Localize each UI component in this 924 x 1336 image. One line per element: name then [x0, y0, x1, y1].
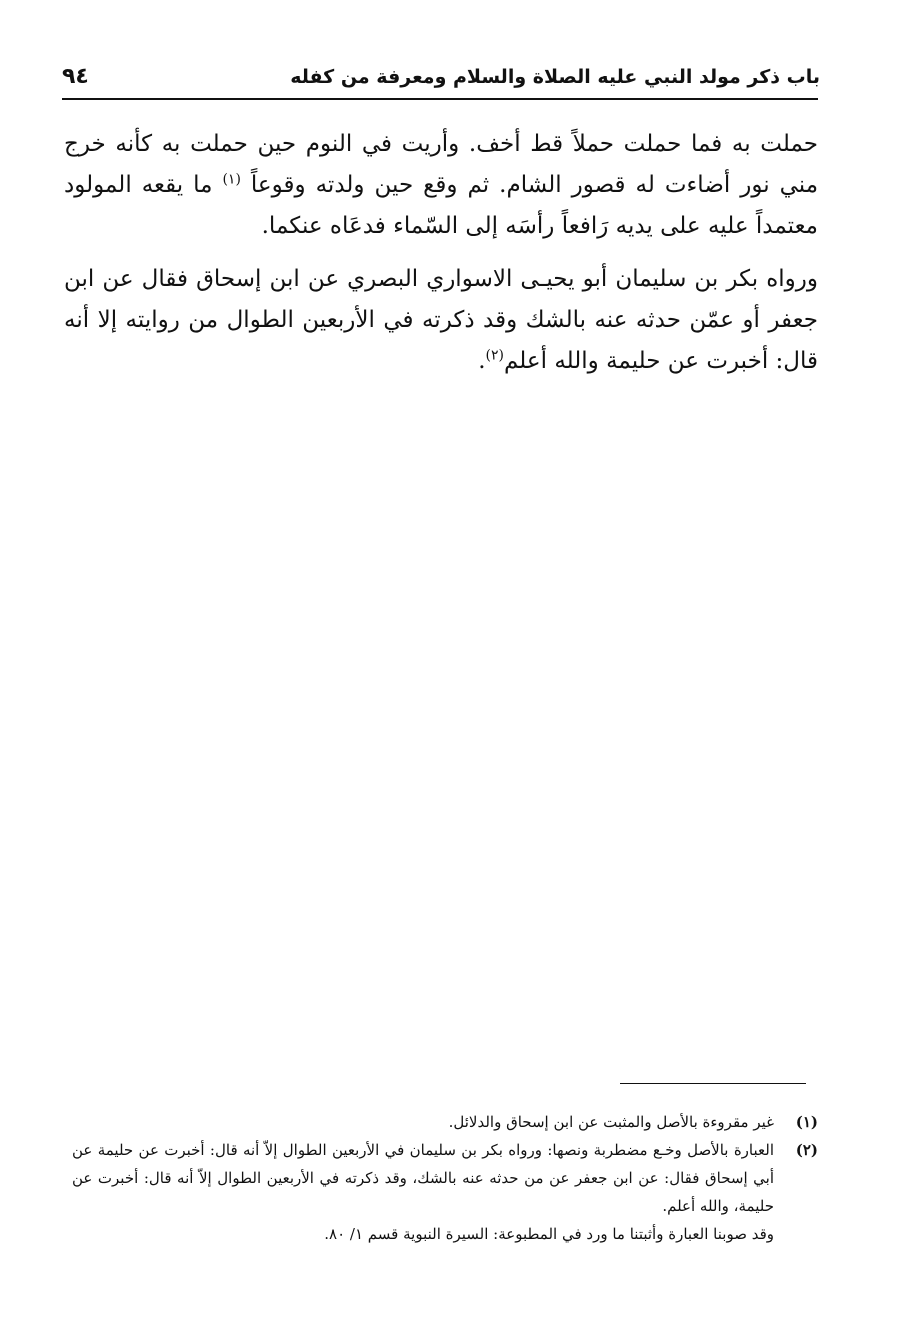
- footnote-ref-1: (١): [222, 171, 241, 188]
- chapter-title: باب ذكر مولد النبي عليه الصلاة والسلام ومعرفة من كفله: [290, 66, 820, 88]
- paragraph-1-text-b: ما يقعه المولود معتمداً عليه على يديه رَافعاً رأسَه إلى السّماء فدعَاه عنكما.: [64, 172, 818, 239]
- footnote-1-text: غير مقروءة بالأصل والمثبت عن ابن إسحاق والدلائل.: [448, 1113, 774, 1131]
- paragraph-2: [64, 259, 818, 382]
- main-text: [64, 124, 818, 382]
- footnote-1-number: (١): [795, 1113, 818, 1131]
- paragraph-2-text-a: ورواه بكر بن سليمان أبو يحيـى الاسواري البصري عن ابن إسحاق فقال عن ابن جعفر أو عمّن حدثه عنه بالشك وقد ذكرته في الأربعين الطوال من روايته إلا أنه قال: أخبرت عن حليمة والله أعلم: [64, 266, 818, 374]
- paragraph-1-text-a: حملت به فما حملت حملاً قط أخف. وأريت في النوم حين حملت به كأنه خرج مني نور أضاءت له قصور الشام. ثم وقع حين ولدته وقوعاً: [64, 131, 819, 198]
- footnote-separator: [620, 1083, 806, 1084]
- paragraph-1: [64, 124, 818, 247]
- footnote-1: [72, 1108, 818, 1136]
- paragraph-2-text-b: .: [478, 348, 486, 374]
- footnote-2-number: (٢): [795, 1141, 818, 1159]
- footnotes: [72, 1108, 818, 1248]
- header-rule: [62, 98, 818, 100]
- running-header: [62, 58, 820, 100]
- footnote-ref-2: (٢): [485, 347, 504, 364]
- footnote-2-note: وقد صوبنا العبارة وأثبتنا ما ورد في المطبوعة: السيرة النبوية قسم ١/ ٨٠.: [324, 1225, 774, 1243]
- footnote-2: [72, 1136, 818, 1248]
- page-number: ٩٤: [62, 64, 89, 89]
- footnote-2-text: العبارة بالأصل وخـع مضطربة ونصها: ورواه بكر بن سليمان في الأربعين الطوال إلاّ أنه قال: أخبرت عن حليمة عن أبي إسحاق فقال: عن ابن جعفر عن من حدثه عنه بالشك، وقد ذكرته في الأربعين الطوال إلاّ أنه قال: أخبرت عن حليمة، والله أعلم.: [72, 1141, 774, 1215]
